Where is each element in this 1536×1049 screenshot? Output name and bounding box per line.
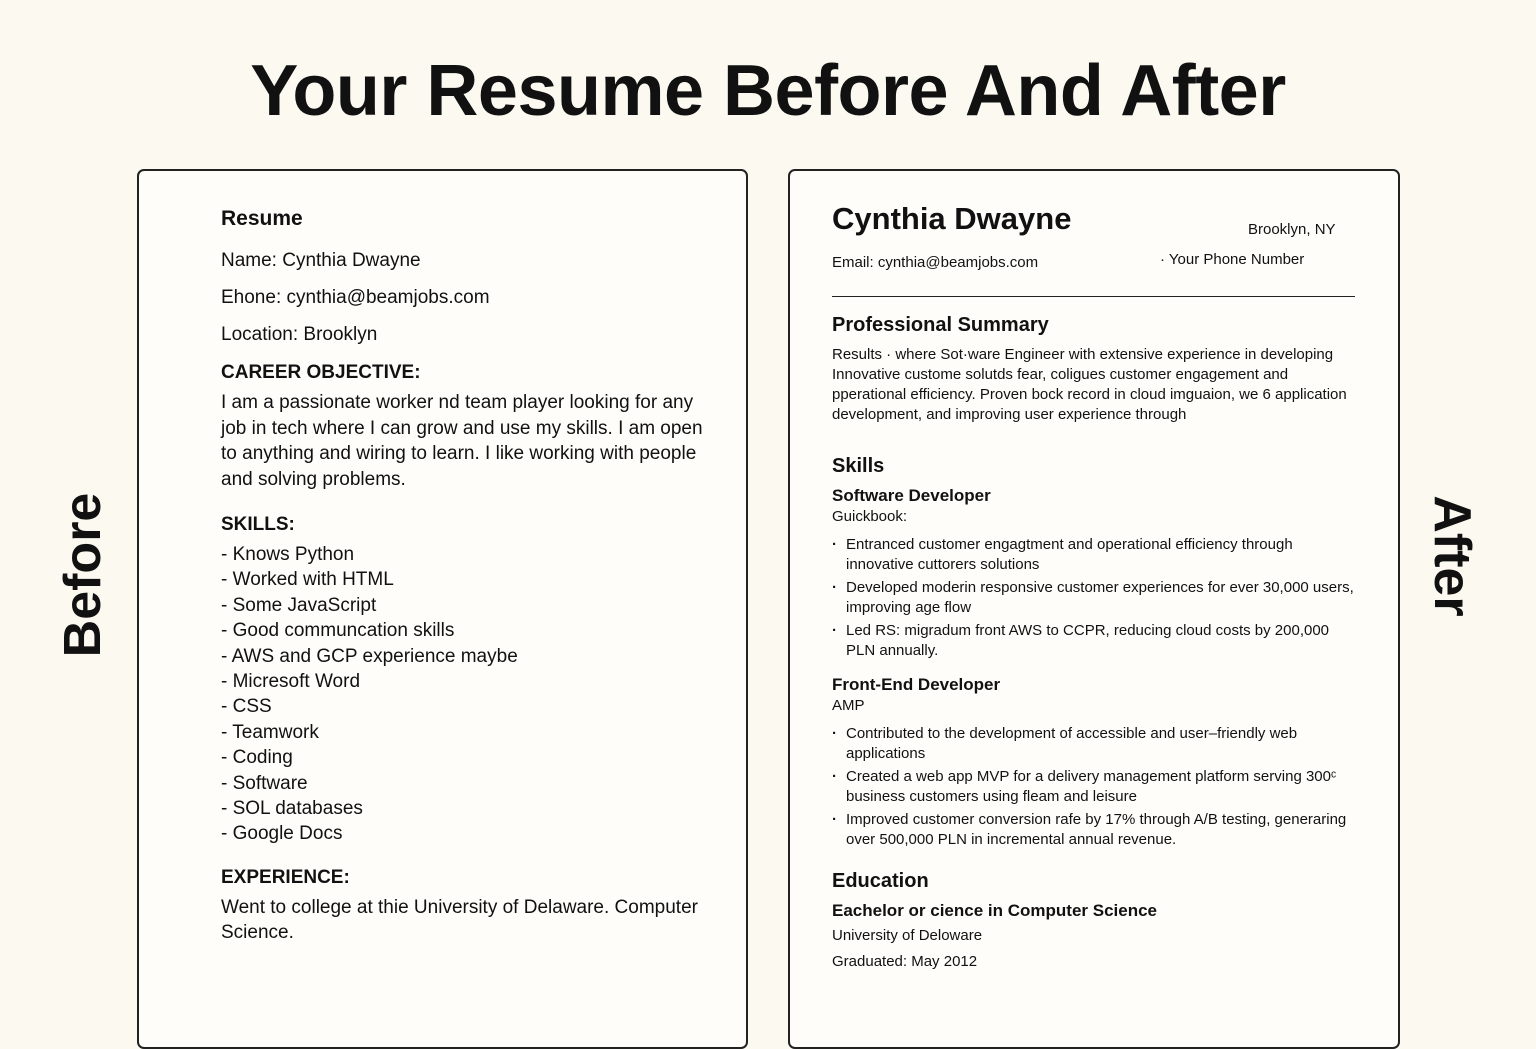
- before-skill-item: - SOL databases: [221, 796, 721, 821]
- after-job-company: Guickbook:: [832, 508, 908, 525]
- after-job-bullets: [832, 535, 1362, 661]
- before-skill-item: - Good communcation skills: [221, 618, 721, 643]
- before-skill-item: - Coding: [221, 745, 721, 770]
- after-label: After: [1423, 495, 1481, 617]
- after-job-bullet: · Led RS: migradum front AWS to CCPR, reducing cloud costs by 200,000 PLN annually.: [832, 621, 1362, 661]
- before-skill-item: - CSS: [221, 694, 721, 719]
- after-phone: · Your Phone Number: [1160, 251, 1305, 268]
- before-resume-heading: Resume: [221, 207, 303, 230]
- after-summary-text: Results · where Sot·ware Engineer with extensive experience in developing Innovative custome solutds fear, coligues customer engagement and pperational efficiency. Proven bock record in cloud imguaion, we 6 application development, and improving user experience through: [832, 346, 1347, 423]
- before-skill-item: - Google Docs: [221, 821, 721, 846]
- before-name-line: Name: Cynthia Dwayne: [221, 250, 421, 271]
- after-job-entry: [832, 675, 1362, 850]
- after-education-heading: Education: [832, 870, 929, 892]
- before-skill-item: - Micresoft Word: [221, 669, 721, 694]
- before-resume-content: [221, 207, 721, 946]
- after-job-bullet: · Created a web app MVP for a delivery management platform serving 300ᶜ business customers using fleam and leisure: [832, 767, 1362, 807]
- after-job-bullet: · Contributed to the development of accessible and user–friendly web applications: [832, 724, 1362, 764]
- before-skill-item: - Worked with HTML: [221, 567, 721, 592]
- after-email: Email: cynthia@beamjobs.com: [832, 254, 1039, 271]
- after-degree: Eachelor or cience in Computer Science: [832, 901, 1158, 920]
- after-job-company: AMP: [832, 697, 865, 714]
- before-phone-line: Ehone: cynthia@beamjobs.com: [221, 287, 490, 308]
- before-label: Before: [54, 492, 112, 658]
- after-job-bullet: · Entranced customer engagtment and operational efficiency through innovative cuttorers solutions: [832, 535, 1362, 575]
- after-resume-card: [788, 169, 1400, 1049]
- after-divider: [832, 296, 1355, 297]
- before-objective-heading: CAREER OBJECTIVE:: [221, 362, 421, 383]
- before-experience-heading: EXPERIENCE:: [221, 866, 350, 888]
- after-name: Cynthia Dwayne: [832, 201, 1072, 236]
- after-graduated: Graduated: May 2012: [832, 953, 978, 970]
- before-skill-item: - Knows Python: [221, 542, 721, 567]
- before-skill-item: - Software: [221, 771, 721, 796]
- before-experience-text: Went to college at thie University of Delaware. Computer Science.: [221, 896, 698, 944]
- before-skill-item: - AWS and GCP experience maybe: [221, 644, 721, 669]
- before-skill-item: - Some JavaScript: [221, 593, 721, 618]
- after-job-title: Front-End Developer: [832, 675, 1001, 694]
- after-job-bullet: · Improved customer conversion rafe by 17% through A/B testing, generaring over 500,000 PLN in incremental annual revenue.: [832, 810, 1362, 850]
- after-skills-heading: Skills: [832, 455, 885, 477]
- before-resume-card: [137, 169, 748, 1049]
- before-skills-list: [221, 542, 721, 847]
- after-job-title: Software Developer: [832, 486, 991, 505]
- before-location-line: Location: Brooklyn: [221, 324, 378, 345]
- after-resume-body: [832, 314, 1362, 972]
- after-job-bullet: · Developed moderin responsive customer experiences for ever 30,000 users, improving age flow: [832, 578, 1362, 618]
- after-job-bullets: [832, 724, 1362, 850]
- before-objective-text: I am a passionate worker nd team player looking for any job in tech where I can grow and use my skills. I am open to anything and wiring to learn. I like working with people and solving problems.: [221, 392, 703, 490]
- after-location: Brooklyn, NY: [1248, 221, 1336, 238]
- before-skills-heading: SKILLS:: [221, 514, 295, 535]
- before-skill-item: - Teamwork: [221, 720, 721, 745]
- after-school: University of Deloware: [832, 927, 983, 944]
- page-title: Your Resume Before And After: [250, 51, 1286, 131]
- after-summary-heading: Professional Summary: [832, 314, 1049, 336]
- after-job-entry: [832, 486, 1362, 661]
